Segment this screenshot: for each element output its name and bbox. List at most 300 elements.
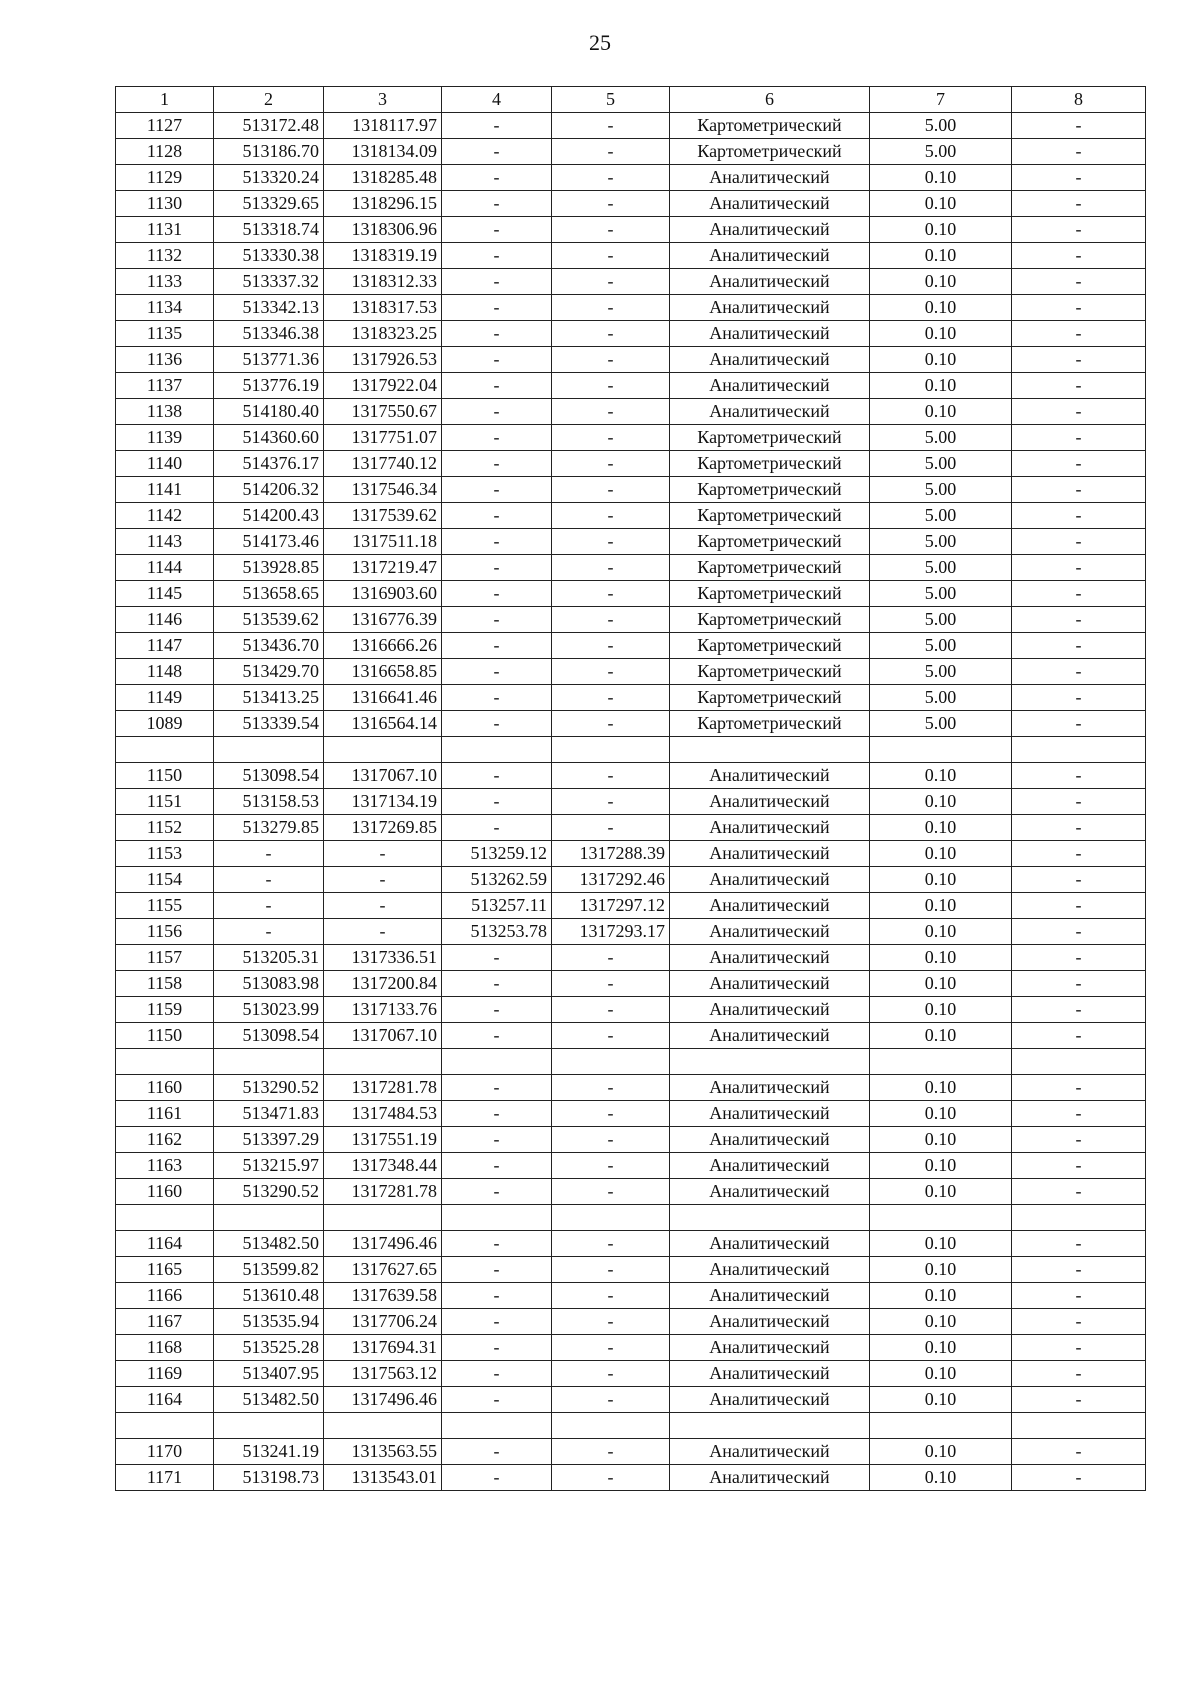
cell-x-coordinate: 513539.62 <box>214 607 324 633</box>
cell-accuracy: 5.00 <box>870 139 1012 165</box>
cell-method: Аналитический <box>670 191 870 217</box>
table-row <box>116 1101 1146 1127</box>
cell-x-coordinate: 514376.17 <box>214 451 324 477</box>
cell-accuracy: 5.00 <box>870 659 1012 685</box>
cell-y-new-coordinate: - <box>552 347 670 373</box>
cell-method <box>670 737 870 763</box>
cell-y-coordinate: 1317926.53 <box>324 347 442 373</box>
cell-point-number: 1150 <box>116 763 214 789</box>
cell-description: - <box>1012 1075 1146 1101</box>
cell-y-new-coordinate: - <box>552 425 670 451</box>
cell-y-coordinate: 1317551.19 <box>324 1127 442 1153</box>
cell-point-number: 1171 <box>116 1465 214 1491</box>
cell-y-new-coordinate: - <box>552 217 670 243</box>
cell-method: Аналитический <box>670 1153 870 1179</box>
cell-y-new-coordinate: - <box>552 529 670 555</box>
cell-x-coordinate: 513330.38 <box>214 243 324 269</box>
cell-y-coordinate: 1317219.47 <box>324 555 442 581</box>
table-row <box>116 165 1146 191</box>
cell-description: - <box>1012 295 1146 321</box>
cell-point-number: 1154 <box>116 867 214 893</box>
cell-x-new-coordinate: - <box>442 165 552 191</box>
cell-y-new-coordinate: - <box>552 711 670 737</box>
cell-method: Аналитический <box>670 1127 870 1153</box>
cell-accuracy: 5.00 <box>870 113 1012 139</box>
cell-method: Аналитический <box>670 815 870 841</box>
cell-description: - <box>1012 1153 1146 1179</box>
cell-accuracy: 0.10 <box>870 1465 1012 1491</box>
cell-x-coordinate: 513172.48 <box>214 113 324 139</box>
cell-method: Аналитический <box>670 1283 870 1309</box>
cell-x-coordinate <box>214 1413 324 1439</box>
cell-x-new-coordinate: - <box>442 1361 552 1387</box>
cell-x-coordinate: 513098.54 <box>214 763 324 789</box>
cell-description: - <box>1012 1257 1146 1283</box>
cell-description <box>1012 737 1146 763</box>
cell-x-coordinate: 513436.70 <box>214 633 324 659</box>
cell-x-new-coordinate: - <box>442 1231 552 1257</box>
table-row <box>116 1231 1146 1257</box>
cell-y-new-coordinate: - <box>552 165 670 191</box>
cell-description: - <box>1012 1361 1146 1387</box>
cell-description: - <box>1012 243 1146 269</box>
cell-point-number: 1146 <box>116 607 214 633</box>
cell-description <box>1012 1049 1146 1075</box>
cell-point-number: 1166 <box>116 1283 214 1309</box>
table-row <box>116 1127 1146 1153</box>
cell-method: Аналитический <box>670 321 870 347</box>
cell-y-coordinate: 1316776.39 <box>324 607 442 633</box>
cell-method: Аналитический <box>670 1101 870 1127</box>
cell-y-coordinate: 1318117.97 <box>324 113 442 139</box>
cell-y-new-coordinate: - <box>552 763 670 789</box>
cell-accuracy: 5.00 <box>870 451 1012 477</box>
cell-point-number: 1148 <box>116 659 214 685</box>
cell-x-coordinate: 513658.65 <box>214 581 324 607</box>
cell-point-number: 1159 <box>116 997 214 1023</box>
cell-method: Картометрический <box>670 685 870 711</box>
cell-point-number: 1145 <box>116 581 214 607</box>
cell-x-coordinate: 513083.98 <box>214 971 324 997</box>
cell-method: Аналитический <box>670 399 870 425</box>
cell-accuracy: 0.10 <box>870 867 1012 893</box>
cell-x-new-coordinate <box>442 737 552 763</box>
cell-method: Аналитический <box>670 919 870 945</box>
cell-x-new-coordinate: - <box>442 997 552 1023</box>
table-row <box>116 971 1146 997</box>
cell-y-new-coordinate: - <box>552 789 670 815</box>
cell-y-new-coordinate: - <box>552 1361 670 1387</box>
cell-y-new-coordinate: - <box>552 1075 670 1101</box>
cell-x-coordinate: 513525.28 <box>214 1335 324 1361</box>
cell-y-coordinate: 1313563.55 <box>324 1439 442 1465</box>
cell-point-number: 1137 <box>116 373 214 399</box>
cell-accuracy: 0.10 <box>870 945 1012 971</box>
cell-accuracy: 0.10 <box>870 1101 1012 1127</box>
cell-y-coordinate <box>324 737 442 763</box>
cell-x-coordinate: - <box>214 841 324 867</box>
cell-x-coordinate: 513241.19 <box>214 1439 324 1465</box>
cell-accuracy: 0.10 <box>870 1023 1012 1049</box>
cell-description: - <box>1012 581 1146 607</box>
cell-point-number: 1152 <box>116 815 214 841</box>
cell-accuracy <box>870 1205 1012 1231</box>
table-row <box>116 139 1146 165</box>
cell-y-coordinate: 1317639.58 <box>324 1283 442 1309</box>
table-row <box>116 789 1146 815</box>
column-header-4: 4 <box>442 87 552 113</box>
cell-x-new-coordinate: - <box>442 269 552 295</box>
cell-y-new-coordinate <box>552 1049 670 1075</box>
cell-y-new-coordinate: - <box>552 581 670 607</box>
cell-method: Аналитический <box>670 373 870 399</box>
cell-description: - <box>1012 191 1146 217</box>
cell-x-new-coordinate: - <box>442 425 552 451</box>
cell-method: Картометрический <box>670 503 870 529</box>
cell-accuracy: 0.10 <box>870 1179 1012 1205</box>
cell-accuracy: 0.10 <box>870 1153 1012 1179</box>
column-header-3: 3 <box>324 87 442 113</box>
cell-description: - <box>1012 217 1146 243</box>
cell-method: Аналитический <box>670 347 870 373</box>
cell-y-new-coordinate: - <box>552 243 670 269</box>
cell-y-coordinate: 1317269.85 <box>324 815 442 841</box>
cell-accuracy: 0.10 <box>870 399 1012 425</box>
column-header-5: 5 <box>552 87 670 113</box>
column-header-8: 8 <box>1012 87 1146 113</box>
cell-description: - <box>1012 685 1146 711</box>
cell-x-new-coordinate <box>442 1205 552 1231</box>
cell-accuracy: 5.00 <box>870 581 1012 607</box>
cell-accuracy: 0.10 <box>870 763 1012 789</box>
table-row <box>116 191 1146 217</box>
cell-accuracy: 0.10 <box>870 997 1012 1023</box>
table-row <box>116 373 1146 399</box>
cell-y-coordinate: - <box>324 893 442 919</box>
cell-x-new-coordinate: - <box>442 347 552 373</box>
table-row <box>116 607 1146 633</box>
table-row <box>116 633 1146 659</box>
cell-method: Аналитический <box>670 1439 870 1465</box>
cell-method: Аналитический <box>670 1075 870 1101</box>
cell-x-new-coordinate: - <box>442 1439 552 1465</box>
cell-point-number: 1139 <box>116 425 214 451</box>
table-row <box>116 1153 1146 1179</box>
cell-description: - <box>1012 815 1146 841</box>
cell-y-coordinate: 1317539.62 <box>324 503 442 529</box>
cell-description: - <box>1012 893 1146 919</box>
cell-x-coordinate: 513535.94 <box>214 1309 324 1335</box>
cell-method: Аналитический <box>670 165 870 191</box>
cell-y-coordinate: 1317627.65 <box>324 1257 442 1283</box>
cell-x-coordinate: 513186.70 <box>214 139 324 165</box>
cell-accuracy <box>870 737 1012 763</box>
cell-point-number: 1127 <box>116 113 214 139</box>
cell-x-new-coordinate: - <box>442 789 552 815</box>
cell-y-new-coordinate: 1317292.46 <box>552 867 670 893</box>
cell-y-new-coordinate: 1317288.39 <box>552 841 670 867</box>
cell-y-new-coordinate: - <box>552 113 670 139</box>
cell-x-new-coordinate: - <box>442 1127 552 1153</box>
cell-point-number <box>116 1049 214 1075</box>
cell-y-new-coordinate: - <box>552 685 670 711</box>
cell-accuracy: 0.10 <box>870 1335 1012 1361</box>
cell-point-number: 1164 <box>116 1387 214 1413</box>
table-row <box>116 1179 1146 1205</box>
table-row <box>116 425 1146 451</box>
cell-x-coordinate: 513471.83 <box>214 1101 324 1127</box>
cell-accuracy: 0.10 <box>870 347 1012 373</box>
cell-y-coordinate: 1318306.96 <box>324 217 442 243</box>
cell-point-number: 1144 <box>116 555 214 581</box>
cell-point-number <box>116 1205 214 1231</box>
cell-y-coordinate: 1316641.46 <box>324 685 442 711</box>
cell-method <box>670 1049 870 1075</box>
cell-y-coordinate: - <box>324 841 442 867</box>
cell-point-number: 1169 <box>116 1361 214 1387</box>
cell-description: - <box>1012 1101 1146 1127</box>
cell-x-coordinate <box>214 1049 324 1075</box>
table-row <box>116 919 1146 945</box>
cell-method: Аналитический <box>670 893 870 919</box>
table-body <box>116 113 1146 1491</box>
cell-y-new-coordinate <box>552 1413 670 1439</box>
cell-method: Аналитический <box>670 1231 870 1257</box>
column-header-2: 2 <box>214 87 324 113</box>
cell-x-new-coordinate: - <box>442 815 552 841</box>
cell-y-coordinate: 1318296.15 <box>324 191 442 217</box>
cell-accuracy: 5.00 <box>870 555 1012 581</box>
cell-x-new-coordinate: - <box>442 1075 552 1101</box>
cell-y-coordinate: 1318312.33 <box>324 269 442 295</box>
cell-accuracy: 5.00 <box>870 607 1012 633</box>
cell-x-new-coordinate: - <box>442 321 552 347</box>
cell-description: - <box>1012 659 1146 685</box>
cell-x-new-coordinate: - <box>442 1153 552 1179</box>
cell-x-new-coordinate: - <box>442 555 552 581</box>
cell-x-new-coordinate: - <box>442 1101 552 1127</box>
cell-x-new-coordinate: - <box>442 1283 552 1309</box>
table-row <box>116 555 1146 581</box>
cell-description: - <box>1012 945 1146 971</box>
cell-x-new-coordinate: - <box>442 451 552 477</box>
cell-accuracy <box>870 1049 1012 1075</box>
cell-description: - <box>1012 451 1146 477</box>
cell-point-number: 1140 <box>116 451 214 477</box>
cell-point-number: 1167 <box>116 1309 214 1335</box>
table-row <box>116 1075 1146 1101</box>
cell-method: Аналитический <box>670 1361 870 1387</box>
cell-description: - <box>1012 1439 1146 1465</box>
cell-y-coordinate: 1317740.12 <box>324 451 442 477</box>
cell-accuracy: 5.00 <box>870 685 1012 711</box>
cell-accuracy: 0.10 <box>870 971 1012 997</box>
cell-y-new-coordinate: - <box>552 503 670 529</box>
cell-x-coordinate: 514173.46 <box>214 529 324 555</box>
cell-accuracy: 5.00 <box>870 425 1012 451</box>
cell-description: - <box>1012 841 1146 867</box>
cell-accuracy: 0.10 <box>870 789 1012 815</box>
cell-y-new-coordinate: - <box>552 1309 670 1335</box>
cell-method: Аналитический <box>670 841 870 867</box>
table-row <box>116 1309 1146 1335</box>
cell-method: Картометрический <box>670 659 870 685</box>
cell-x-coordinate: 513158.53 <box>214 789 324 815</box>
cell-point-number: 1162 <box>116 1127 214 1153</box>
cell-y-coordinate: 1316666.26 <box>324 633 442 659</box>
table-row <box>116 321 1146 347</box>
cell-accuracy: 0.10 <box>870 1127 1012 1153</box>
cell-x-new-coordinate: - <box>442 373 552 399</box>
cell-x-coordinate: 513279.85 <box>214 815 324 841</box>
table-row <box>116 529 1146 555</box>
cell-point-number: 1089 <box>116 711 214 737</box>
cell-x-coordinate: 513098.54 <box>214 1023 324 1049</box>
cell-description: - <box>1012 165 1146 191</box>
cell-y-coordinate: 1317496.46 <box>324 1387 442 1413</box>
table-row <box>116 477 1146 503</box>
table-row <box>116 659 1146 685</box>
cell-x-coordinate: 513205.31 <box>214 945 324 971</box>
cell-method: Аналитический <box>670 269 870 295</box>
cell-point-number: 1149 <box>116 685 214 711</box>
table-row <box>116 1413 1146 1439</box>
cell-x-new-coordinate: - <box>442 971 552 997</box>
table-row <box>116 243 1146 269</box>
cell-y-coordinate: 1317281.78 <box>324 1179 442 1205</box>
cell-accuracy: 0.10 <box>870 1439 1012 1465</box>
table-row <box>116 217 1146 243</box>
table-row <box>116 815 1146 841</box>
cell-point-number: 1133 <box>116 269 214 295</box>
cell-y-coordinate: 1313543.01 <box>324 1465 442 1491</box>
cell-description: - <box>1012 321 1146 347</box>
cell-point-number: 1157 <box>116 945 214 971</box>
cell-method: Аналитический <box>670 945 870 971</box>
cell-y-coordinate: 1316903.60 <box>324 581 442 607</box>
cell-method: Картометрический <box>670 425 870 451</box>
table-row <box>116 1023 1146 1049</box>
cell-y-new-coordinate: - <box>552 399 670 425</box>
cell-point-number: 1128 <box>116 139 214 165</box>
cell-x-coordinate: 513320.24 <box>214 165 324 191</box>
column-header-6: 6 <box>670 87 870 113</box>
cell-y-coordinate: 1317484.53 <box>324 1101 442 1127</box>
cell-method: Аналитический <box>670 295 870 321</box>
table-row <box>116 347 1146 373</box>
cell-point-number: 1155 <box>116 893 214 919</box>
cell-x-new-coordinate: - <box>442 685 552 711</box>
cell-x-coordinate: 513337.32 <box>214 269 324 295</box>
cell-method: Аналитический <box>670 1465 870 1491</box>
cell-method: Картометрический <box>670 555 870 581</box>
cell-y-new-coordinate: - <box>552 373 670 399</box>
cell-y-coordinate: 1317694.31 <box>324 1335 442 1361</box>
cell-accuracy: 5.00 <box>870 503 1012 529</box>
cell-accuracy: 0.10 <box>870 321 1012 347</box>
cell-y-coordinate: 1317067.10 <box>324 763 442 789</box>
cell-y-coordinate: 1317706.24 <box>324 1309 442 1335</box>
cell-x-new-coordinate: 513257.11 <box>442 893 552 919</box>
cell-description: - <box>1012 1283 1146 1309</box>
cell-x-new-coordinate: - <box>442 633 552 659</box>
cell-y-coordinate <box>324 1413 442 1439</box>
cell-y-new-coordinate: - <box>552 269 670 295</box>
cell-accuracy: 0.10 <box>870 191 1012 217</box>
table-row <box>116 685 1146 711</box>
cell-description: - <box>1012 139 1146 165</box>
cell-description: - <box>1012 1127 1146 1153</box>
cell-method <box>670 1205 870 1231</box>
cell-y-coordinate: 1317134.19 <box>324 789 442 815</box>
cell-y-new-coordinate: - <box>552 945 670 971</box>
cell-x-coordinate: 514360.60 <box>214 425 324 451</box>
cell-x-coordinate: 513215.97 <box>214 1153 324 1179</box>
cell-x-new-coordinate: - <box>442 1309 552 1335</box>
cell-method: Аналитический <box>670 1387 870 1413</box>
cell-point-number: 1163 <box>116 1153 214 1179</box>
cell-y-coordinate: 1317336.51 <box>324 945 442 971</box>
cell-y-coordinate: 1318323.25 <box>324 321 442 347</box>
cell-x-new-coordinate: - <box>442 1335 552 1361</box>
cell-point-number: 1170 <box>116 1439 214 1465</box>
cell-point-number: 1160 <box>116 1179 214 1205</box>
cell-x-coordinate: 513599.82 <box>214 1257 324 1283</box>
cell-y-new-coordinate: - <box>552 1465 670 1491</box>
cell-x-coordinate: 513407.95 <box>214 1361 324 1387</box>
cell-method: Аналитический <box>670 1179 870 1205</box>
table-row <box>116 867 1146 893</box>
cell-description: - <box>1012 347 1146 373</box>
cell-accuracy: 0.10 <box>870 1257 1012 1283</box>
cell-description: - <box>1012 1465 1146 1491</box>
table-row <box>116 737 1146 763</box>
cell-accuracy: 0.10 <box>870 919 1012 945</box>
cell-y-new-coordinate <box>552 737 670 763</box>
cell-accuracy: 0.10 <box>870 1361 1012 1387</box>
cell-point-number: 1132 <box>116 243 214 269</box>
cell-point-number: 1151 <box>116 789 214 815</box>
cell-point-number: 1130 <box>116 191 214 217</box>
cell-x-new-coordinate: - <box>442 1257 552 1283</box>
cell-x-new-coordinate: 513259.12 <box>442 841 552 867</box>
table-header-row <box>116 87 1146 113</box>
cell-x-new-coordinate <box>442 1413 552 1439</box>
cell-y-coordinate: 1317922.04 <box>324 373 442 399</box>
cell-description: - <box>1012 997 1146 1023</box>
cell-method: Аналитический <box>670 971 870 997</box>
cell-point-number <box>116 1413 214 1439</box>
cell-x-new-coordinate: - <box>442 217 552 243</box>
cell-x-new-coordinate: 513253.78 <box>442 919 552 945</box>
cell-x-new-coordinate: - <box>442 607 552 633</box>
cell-y-coordinate <box>324 1205 442 1231</box>
cell-description: - <box>1012 1387 1146 1413</box>
cell-accuracy: 0.10 <box>870 1283 1012 1309</box>
cell-accuracy: 0.10 <box>870 1387 1012 1413</box>
cell-method: Аналитический <box>670 867 870 893</box>
cell-y-coordinate: 1317348.44 <box>324 1153 442 1179</box>
cell-method <box>670 1413 870 1439</box>
cell-x-new-coordinate: - <box>442 581 552 607</box>
cell-x-coordinate: 513346.38 <box>214 321 324 347</box>
table-row <box>116 893 1146 919</box>
table-row <box>116 945 1146 971</box>
table-row <box>116 841 1146 867</box>
cell-x-coordinate: - <box>214 919 324 945</box>
table-row <box>116 581 1146 607</box>
cell-accuracy: 5.00 <box>870 477 1012 503</box>
